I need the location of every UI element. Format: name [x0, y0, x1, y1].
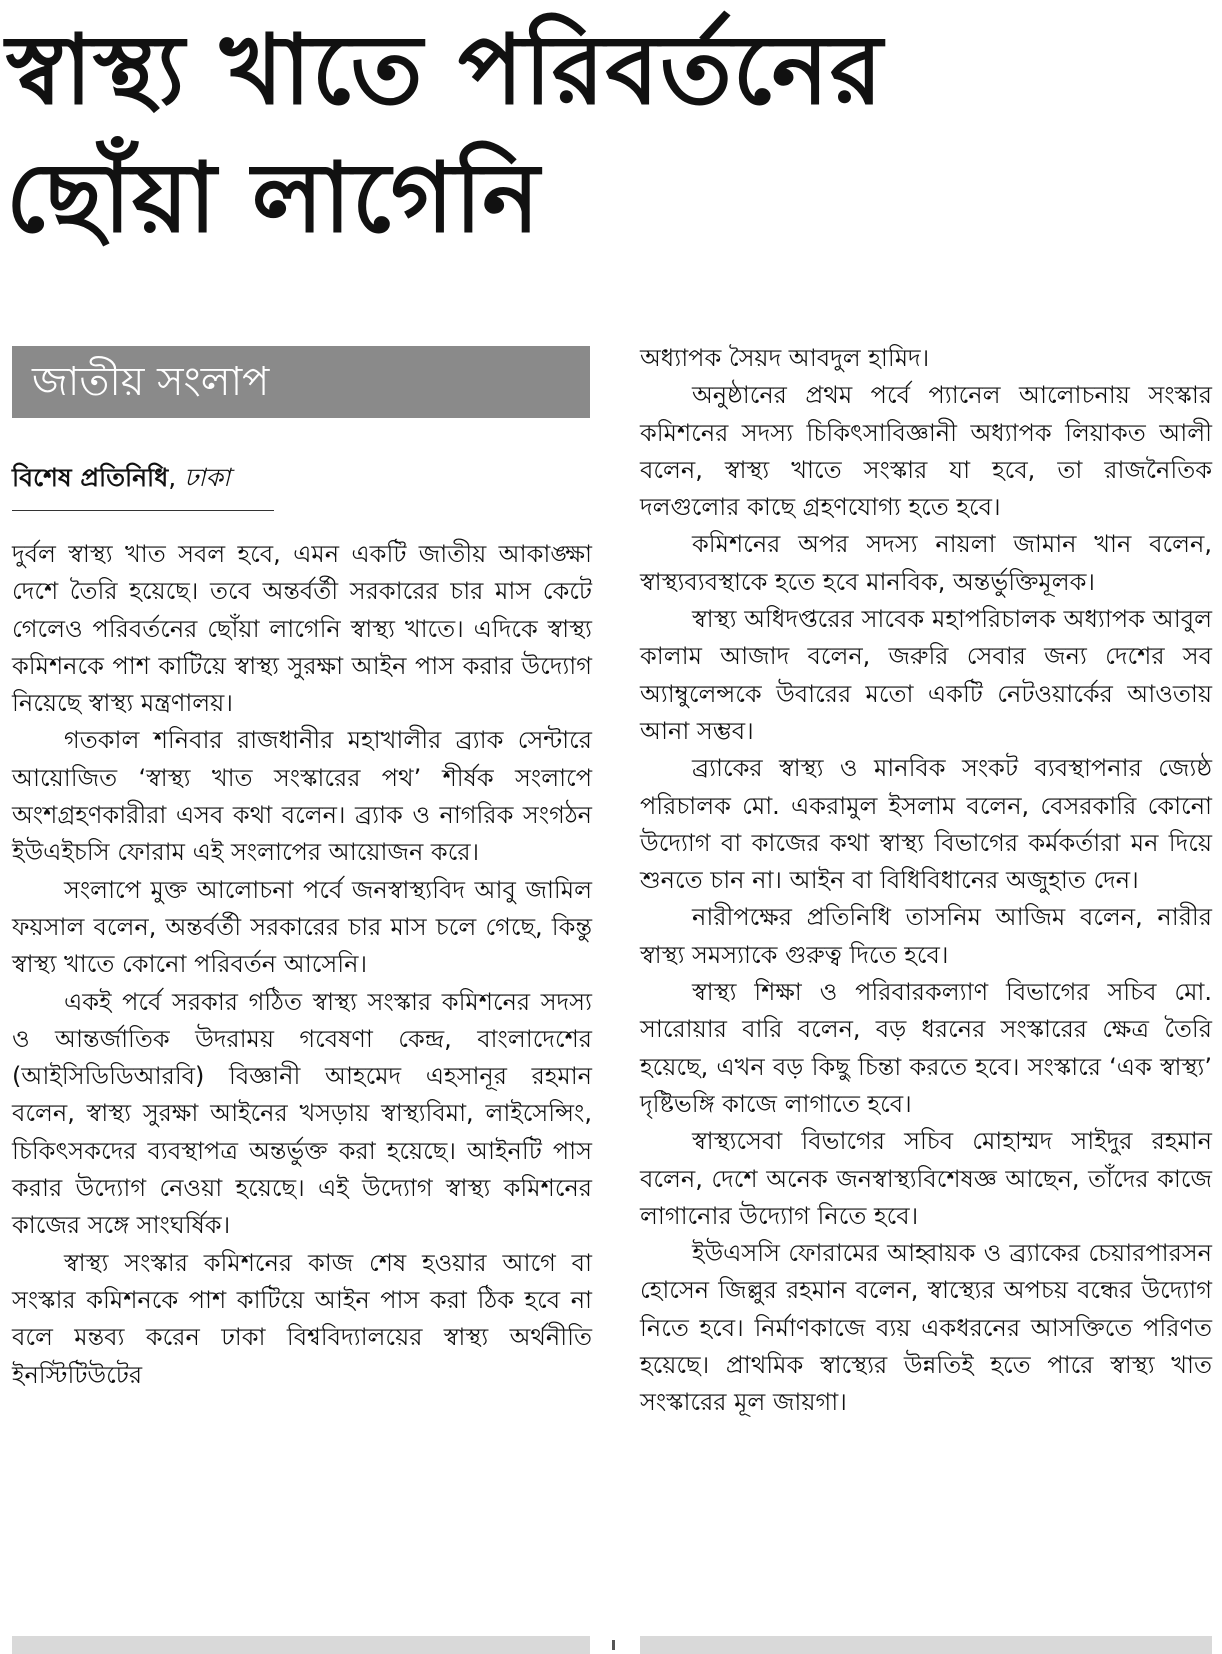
- paragraph: নারীপক্ষের প্রতিনিধি তাসনিম আজিম বলেন, নারীর স্বাস্থ্য সমস্যাকে গুরুত্ব দিতে হবে।: [640, 903, 1212, 969]
- paragraph: অধ্যাপক সৈয়দ আবদুল হামিদ।: [640, 344, 930, 372]
- paragraph: কমিশনের অপর সদস্য নায়লা জামান খান বলেন, স্বাস্থ্যব্যবস্থাকে হতে হবে মানবিক, অন্তর্ভুক্তিমূলক।: [640, 530, 1212, 596]
- paragraph: স্বাস্থ্য সংস্কার কমিশনের কাজ শেষ হওয়ার আগে বা সংস্কার কমিশনকে পাশ কাটিয়ে আইন পাস করা ঠিক হবে না বলে মন্তব্য করেন ঢাকা বিশ্ববিদ্যালয়ের স্বাস্থ্য অর্থনীতি ইনস্টিটিউটের: [12, 1248, 592, 1389]
- bottom-divider-left: [12, 1636, 590, 1654]
- paragraph: সংলাপে মুক্ত আলোচনা পর্বে জনস্বাস্থ্যবিদ আবু জামিল ফয়সাল বলেন, অন্তর্বর্তী সরকারের চার মাস চলে গেছে, কিন্তু স্বাস্থ্য খাতে কোনো পরিবর্তন আসেনি।: [12, 875, 592, 979]
- headline-line-1: স্বাস্থ্য খাতে পরিবর্তনের: [6, 14, 884, 126]
- bottom-divider-right: [640, 1636, 1212, 1654]
- headline: [6, 6, 1206, 262]
- headline-line-2: ছোঁয়া লাগেনি: [6, 142, 541, 254]
- byline-separator: ,: [168, 463, 185, 492]
- paragraph: ইউএসসি ফোরামের আহ্বায়ক ও ব্র্যাকের চেয়ারপারসন হোসেন জিল্লুর রহমান বলেন, স্বাস্থ্যের অপচয় বন্ধের উদ্যোগ নিতে হবে। নির্মাণকাজে ব্যয় একধরনের আসক্তিতে পরিণত হয়েছে। প্রাথমিক স্বাস্থ্যের উন্নতিই হতে পারে স্বাস্থ্য খাত সংস্কারের মূল জায়গা।: [640, 1239, 1212, 1417]
- paragraph: ব্র্যাকের স্বাস্থ্য ও মানবিক সংকট ব্যবস্থাপনার জ্যেষ্ঠ পরিচালক মো. একরামুল ইসলাম বলেন, বেসরকারি কোনো উদ্যোগ বা কাজের কথা স্বাস্থ্য বিভাগের কর্মকর্তারা মন দিয়ে শুনতে চান না। আইন বা বিধিবিধানের অজুহাত দেন।: [640, 754, 1212, 895]
- article-column-right: [640, 340, 1212, 1422]
- section-label: জাতীয় সংলাপ: [12, 346, 590, 418]
- byline-name: বিশেষ প্রতিনিধি: [12, 463, 169, 492]
- paragraph: স্বাস্থ্যসেবা বিভাগের সচিব মোহাম্মদ সাইদুর রহমান বলেন, দেশে অনেক জনস্বাস্থ্যবিশেষজ্ঞ আছেন, তাঁদের কাজে লাগানোর উদ্যোগ নিতে হবে।: [640, 1127, 1212, 1230]
- paragraph: অনুষ্ঠানের প্রথম পর্বে প্যানেল আলোচনায় সংস্কার কমিশনের সদস্য চিকিৎসাবিজ্ঞানী অধ্যাপক লিয়াকত আলী বলেন, স্বাস্থ্য খাতে সংস্কার যা হবে, তা রাজনৈতিক দলগুলোর কাছে গ্রহণযোগ্য হতে হবে।: [640, 381, 1212, 522]
- paragraph: স্বাস্থ্য শিক্ষা ও পরিবারকল্যাণ বিভাগের সচিব মো. সারোয়ার বারি বলেন, বড় ধরনের সংস্কারের ক্ষেত্র তৈরি হয়েছে, এখন বড় কিছু চিন্তা করতে হবে। সংস্কারে ‘এক স্বাস্থ্য’ দৃষ্টিভঙ্গি কাজে লাগাতে হবে।: [640, 978, 1212, 1118]
- paragraph: একই পর্বে সরকার গঠিত স্বাস্থ্য সংস্কার কমিশনের সদস্য ও আন্তর্জাতিক উদরাময় গবেষণা কেন্দ্র, বাংলাদেশের (আইসিডিডিআরবি) বিজ্ঞানী আহমেদ এহসানূর রহমান বলেন, স্বাস্থ্য সুরক্ষা আইনের খসড়ায় স্বাস্থ্যবিমা, লাইসেন্সিং, চিকিৎসকদের ব্যবস্থাপত্র অন্তর্ভুক্ত করা হয়েছে। আইনটি পাস করার উদ্যোগ নেওয়া হয়েছে। এই উদ্যোগ স্বাস্থ্য কমিশনের কাজের সঙ্গে সাংঘর্ষিক।: [12, 987, 592, 1240]
- byline: [12, 458, 272, 498]
- byline-divider: [12, 510, 274, 511]
- byline-place: ঢাকা: [184, 463, 231, 492]
- paragraph: স্বাস্থ্য অধিদপ্তরের সাবেক মহাপরিচালক অধ্যাপক আবুল কালাম আজাদ বলেন, জরুরি সেবার জন্য দেশের সব অ্যাম্বুলেন্সকে উবারের মতো একটি নেটওয়ার্কের আওতায় আনা সম্ভব।: [640, 605, 1212, 745]
- paragraph: গতকাল শনিবার রাজধানীর মহাখালীর ব্র্যাক সেন্টারে আয়োজিত ‘স্বাস্থ্য খাত সংস্কারের পথ’ শীর্ষক সংলাপে অংশগ্রহণকারীরা এসব কথা বলেন। ব্র্যাক ও নাগরিক সংগঠন ইউএইচসি ফোরাম এই সংলাপের আয়োজন করে।: [12, 726, 592, 867]
- bottom-center-mark: [612, 1640, 615, 1650]
- article-column-left: [12, 536, 592, 1394]
- paragraph: দুর্বল স্বাস্থ্য খাত সবল হবে, এমন একটি জাতীয় আকাঙ্ক্ষা দেশে তৈরি হয়েছে। তবে অন্তর্বর্তী সরকারের চার মাস কেটে গেলেও পরিবর্তনের ছোঁয়া লাগেনি স্বাস্থ্য খাতে। এদিকে স্বাস্থ্য কমিশনকে পাশ কাটিয়ে স্বাস্থ্য সুরক্ষা আইন পাস করার উদ্যোগ নিয়েছে স্বাস্থ্য মন্ত্রণালয়।: [12, 540, 592, 718]
